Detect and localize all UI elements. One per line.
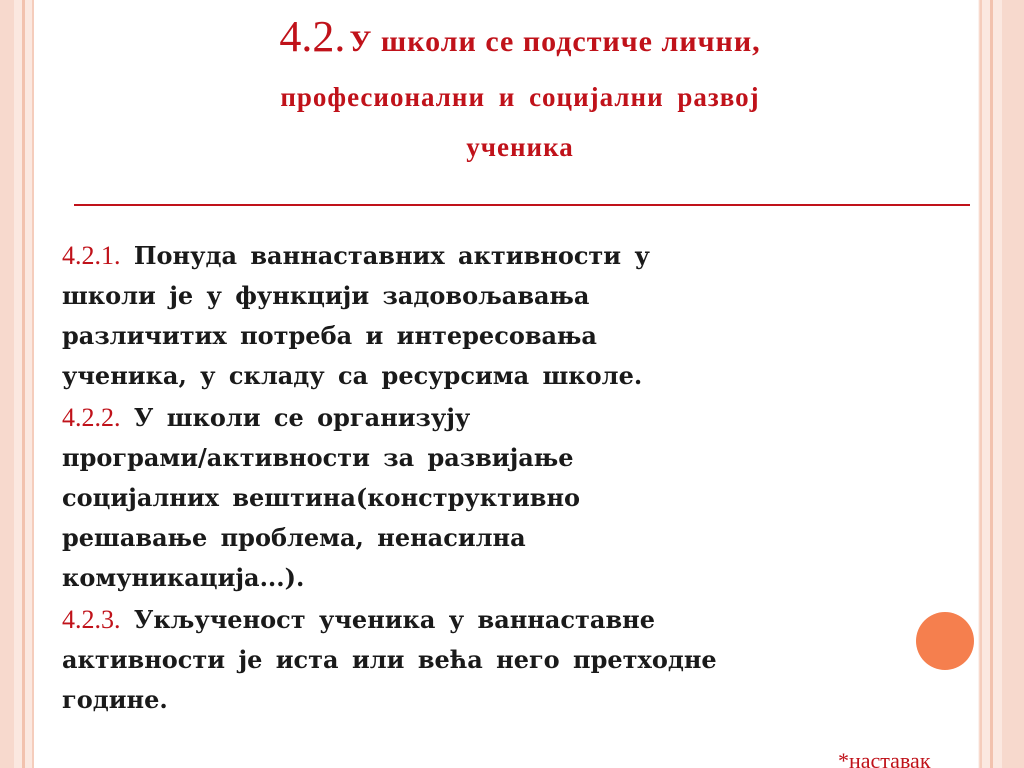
continued-note: *наставак [838,748,931,768]
slide-title [60,12,980,172]
item-text-line: Укљученост ученика у ваннаставне [133,605,655,634]
item-text-line: школи је у функцији задовољавања [62,281,590,310]
decorative-circle [916,612,974,670]
item-text-line: комуникација...). [62,563,305,592]
list-item [62,236,942,396]
item-text-line: програми/активности за развијање [62,443,574,472]
title-line-1: У школи се подстиче лични, [349,25,761,58]
left-decorative-border [0,0,36,768]
list-item [62,398,942,598]
title-line-3: ученика [466,132,574,162]
item-code: 4.2.3. [62,605,121,634]
item-text-line: Понуда ваннаставних активности у [133,241,650,270]
item-text-line: различитих потреба и интересовања [62,321,597,350]
item-text-line: ученика, у складу са ресурсима школе. [62,361,643,390]
list-item [62,600,942,720]
item-text-line: године. [62,685,168,714]
standards-list [62,236,942,722]
item-code: 4.2.1. [62,241,121,270]
item-text-line: социјалних вештина(конструктивно [62,483,581,512]
item-text-line: У школи се организују [133,403,471,432]
item-text-line: активности је иста или већа него претходне [62,645,717,674]
right-decorative-border [978,0,1024,768]
item-text-line: решавање проблема, ненасилна [62,523,526,552]
title-number: 4.2. [279,12,346,61]
title-divider [74,204,970,206]
item-code: 4.2.2. [62,403,121,432]
title-line-2: професионални и социјални развој [280,82,760,112]
